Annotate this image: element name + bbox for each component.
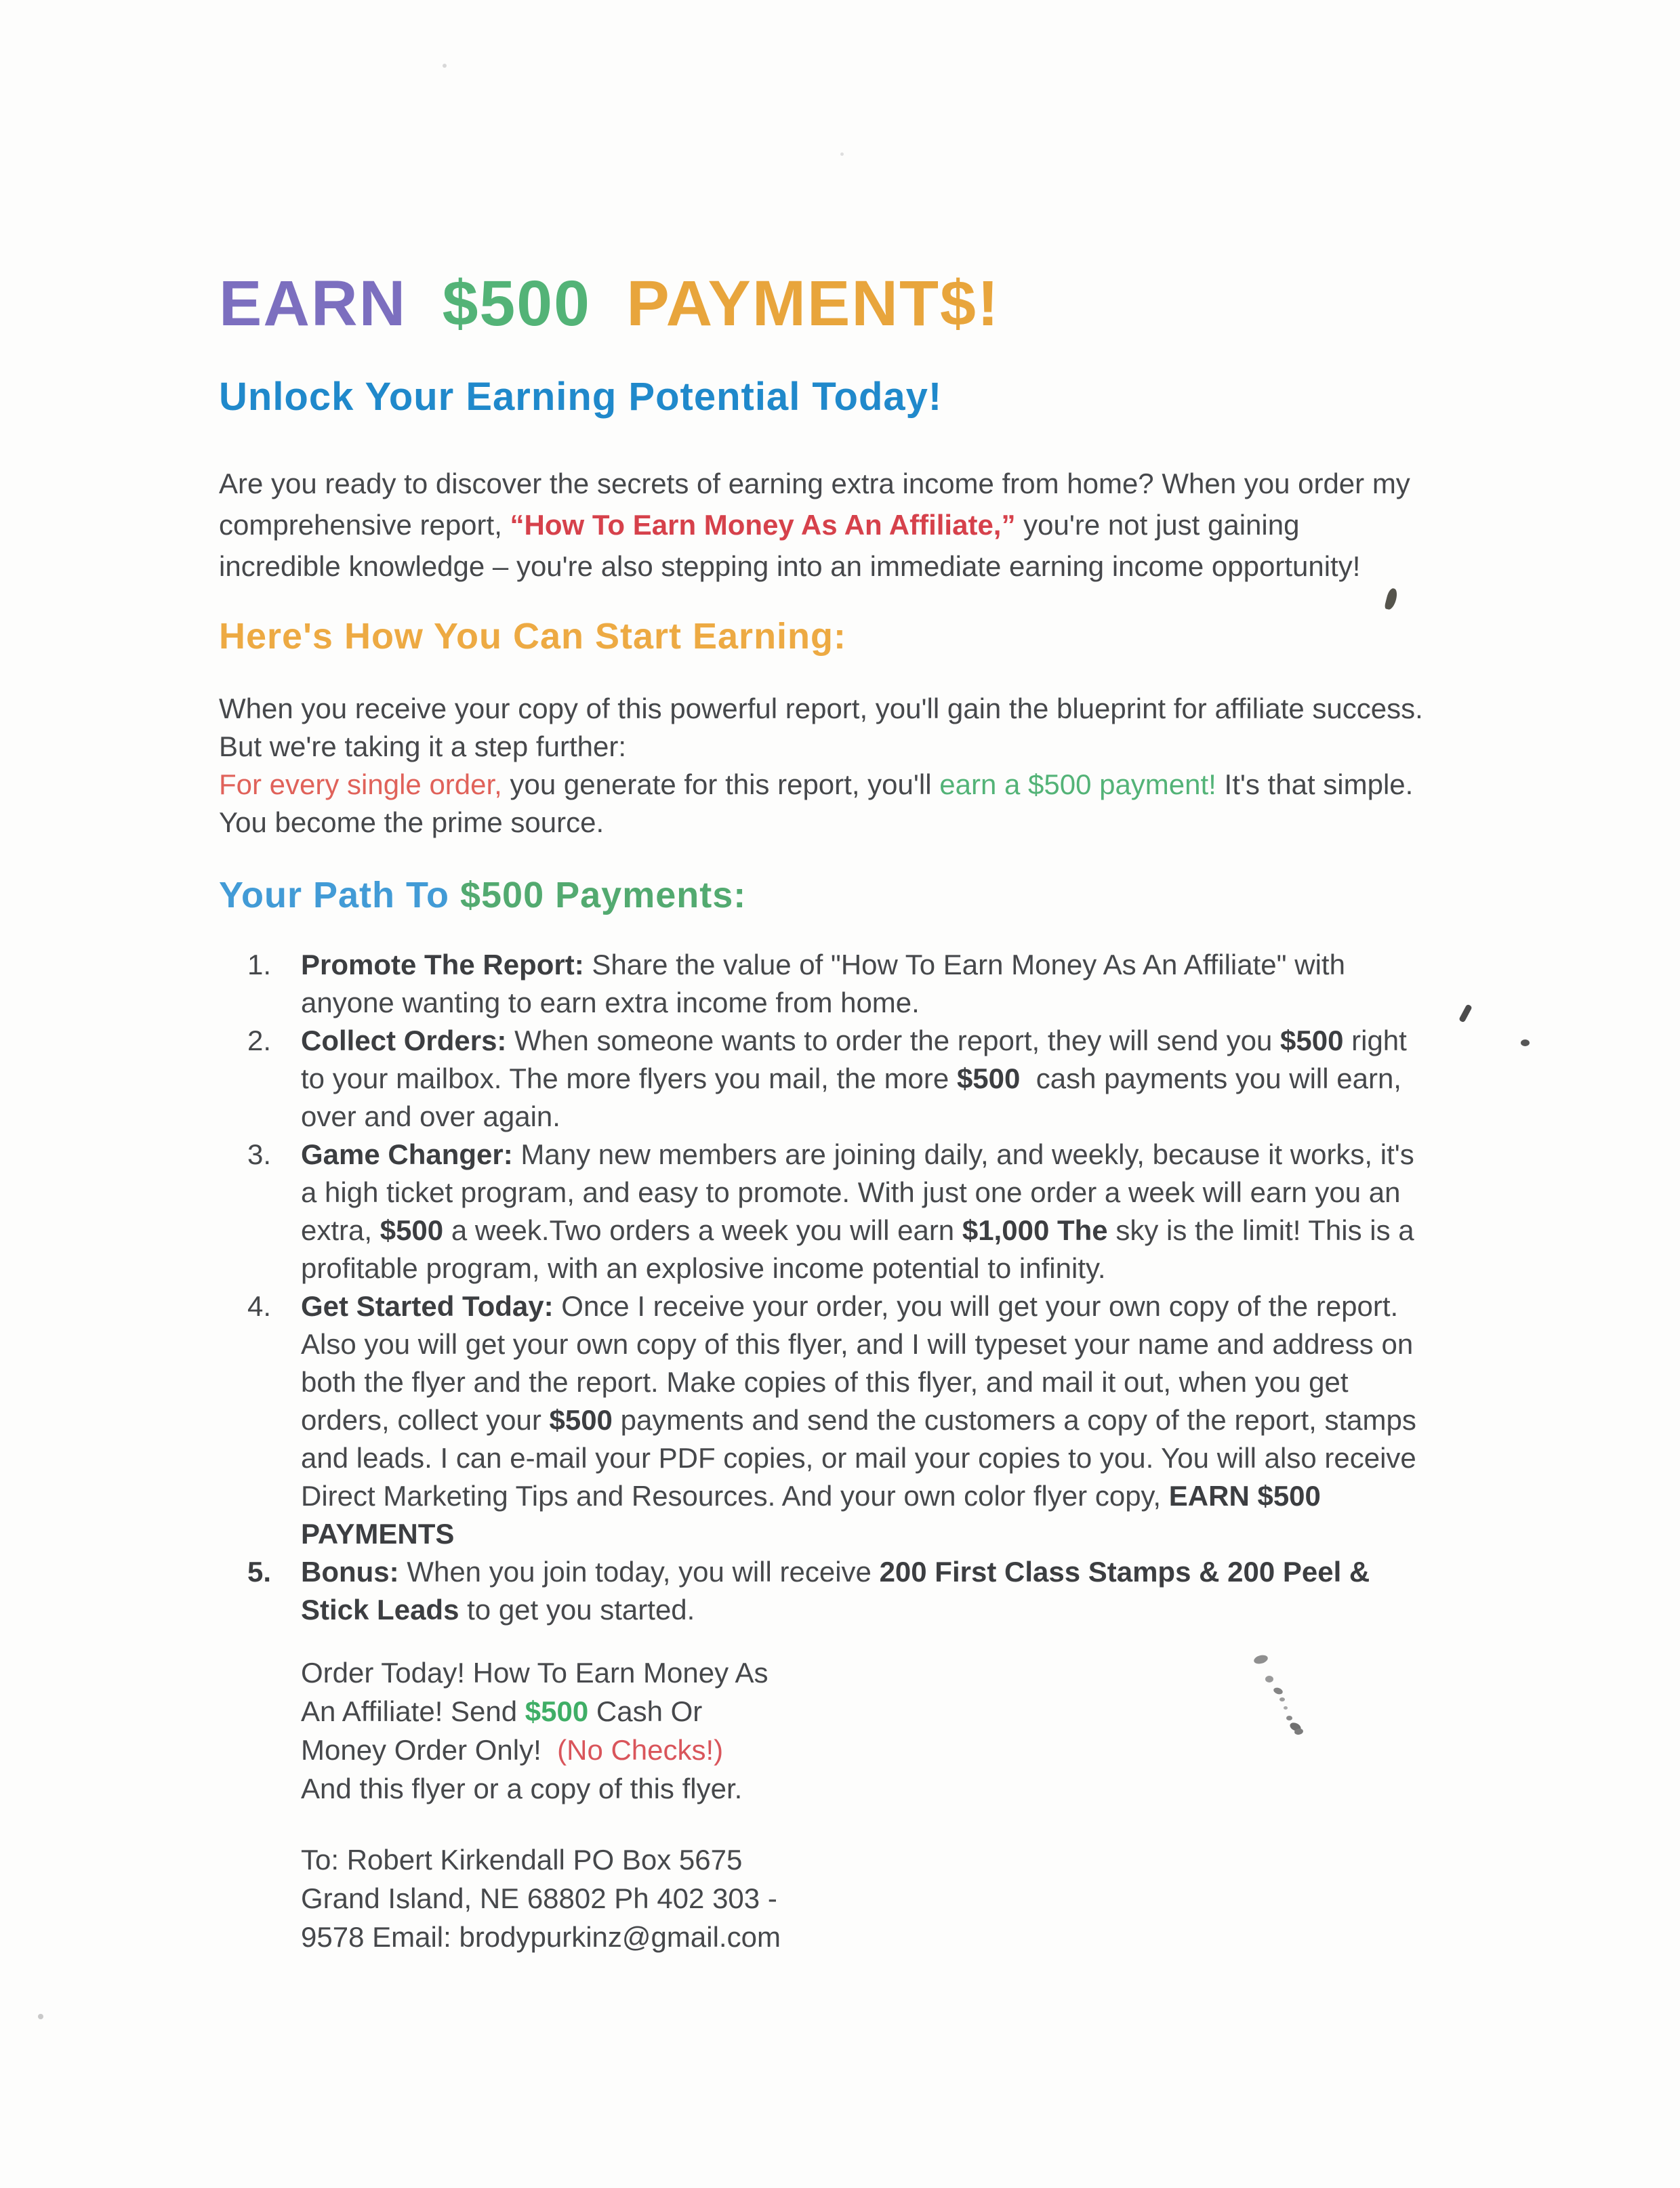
section-heading-path-to-payments: Your Path To $500 Payments: (219, 875, 747, 915)
list-marker-2: 2. (247, 1025, 272, 1056)
list-item-collect-orders (247, 1022, 1547, 1136)
list-marker-4: 4. (247, 1290, 272, 1322)
list-marker-1: 1. (247, 949, 272, 981)
start-earning-paragraph: When you receive your copy of this powerful report, you'll gain the blueprint for affiliate success. But we're taking it a step further: For every single order, you generate for this report, you'll earn a $500 payment! It's that simple. You become the prime source. (219, 693, 1423, 838)
list-item-promote (247, 946, 1547, 1022)
list-item-promote-text: Promote The Report: Share the value of "How To Earn Money As An Affiliate" with anyone wanting to earn extra income from home. (301, 949, 1345, 1018)
intro-paragraph: Are you ready to discover the secrets of earning extra income from home? When you order my comprehensive report, “How To Earn Money As An Affiliate,” you're not just gaining incredible knowledge – you're also stepping into an immediate earning income opportunity! (219, 468, 1410, 582)
flyer-content (219, 0, 1547, 1956)
list-item-get-started-text: Get Started Today: Once I receive your order, you will get your own copy of the report. Also you will get your own copy of this flyer, and I will typeset your name and address on both the flyer and the report. Make copies of this flyer, and mail it out, when you get orders, collect your $500 payments and send the customers a copy of the report, stamps and leads. I can e-mail your PDF copies, or mail your copies to you. You will also receive Direct Marketing Tips and Resources. And your own color flyer copy, EARN $500 PAYMENTS (301, 1290, 1416, 1550)
scan-speck (38, 2014, 43, 2019)
list-item-game-changer-text: Game Changer: Many new members are joining daily, and weekly, because it works, it's a high ticket program, and easy to promote. With just one order a week will earn you an extra, $500 a week.Two orders a week you will earn $1,000 The sky is the limit! This is a profitable program, with an explosive income potential to infinity. (301, 1138, 1414, 1284)
list-item-bonus-text: Bonus: When you join today, you will receive 200 First Class Stamps & 200 Peel & Stick Leads to get you started. (301, 1556, 1370, 1626)
section-heading-start-earning: Here's How You Can Start Earning: (219, 616, 847, 657)
page-title: EARN $500 PAYMENT$! (219, 268, 1000, 339)
list-item-collect-orders-text: Collect Orders: When someone wants to order the report, they will send you $500 right to your mailbox. The more flyers you mail, the more $500 cash payments you will earn, over and over again. (301, 1025, 1407, 1132)
list-item-get-started (247, 1287, 1547, 1553)
list-marker-5: 5. (247, 1556, 272, 1588)
list-marker-3: 3. (247, 1138, 272, 1170)
steps-list (219, 946, 1547, 1629)
mailing-address: To: Robert Kirkendall PO Box 5675 Grand Island, NE 68802 Ph 402 303 - 9578 Email: brodypurkinz@gmail.com (301, 1844, 781, 1953)
list-item-game-changer (247, 1136, 1547, 1287)
list-item-bonus (247, 1553, 1547, 1629)
page-subtitle: Unlock Your Earning Potential Today! (219, 375, 943, 419)
order-instructions: Order Today! How To Earn Money As An Affiliate! Send $500 Cash Or Money Order Only! (No Checks!) And this flyer or a copy of this flyer. (301, 1657, 769, 1804)
